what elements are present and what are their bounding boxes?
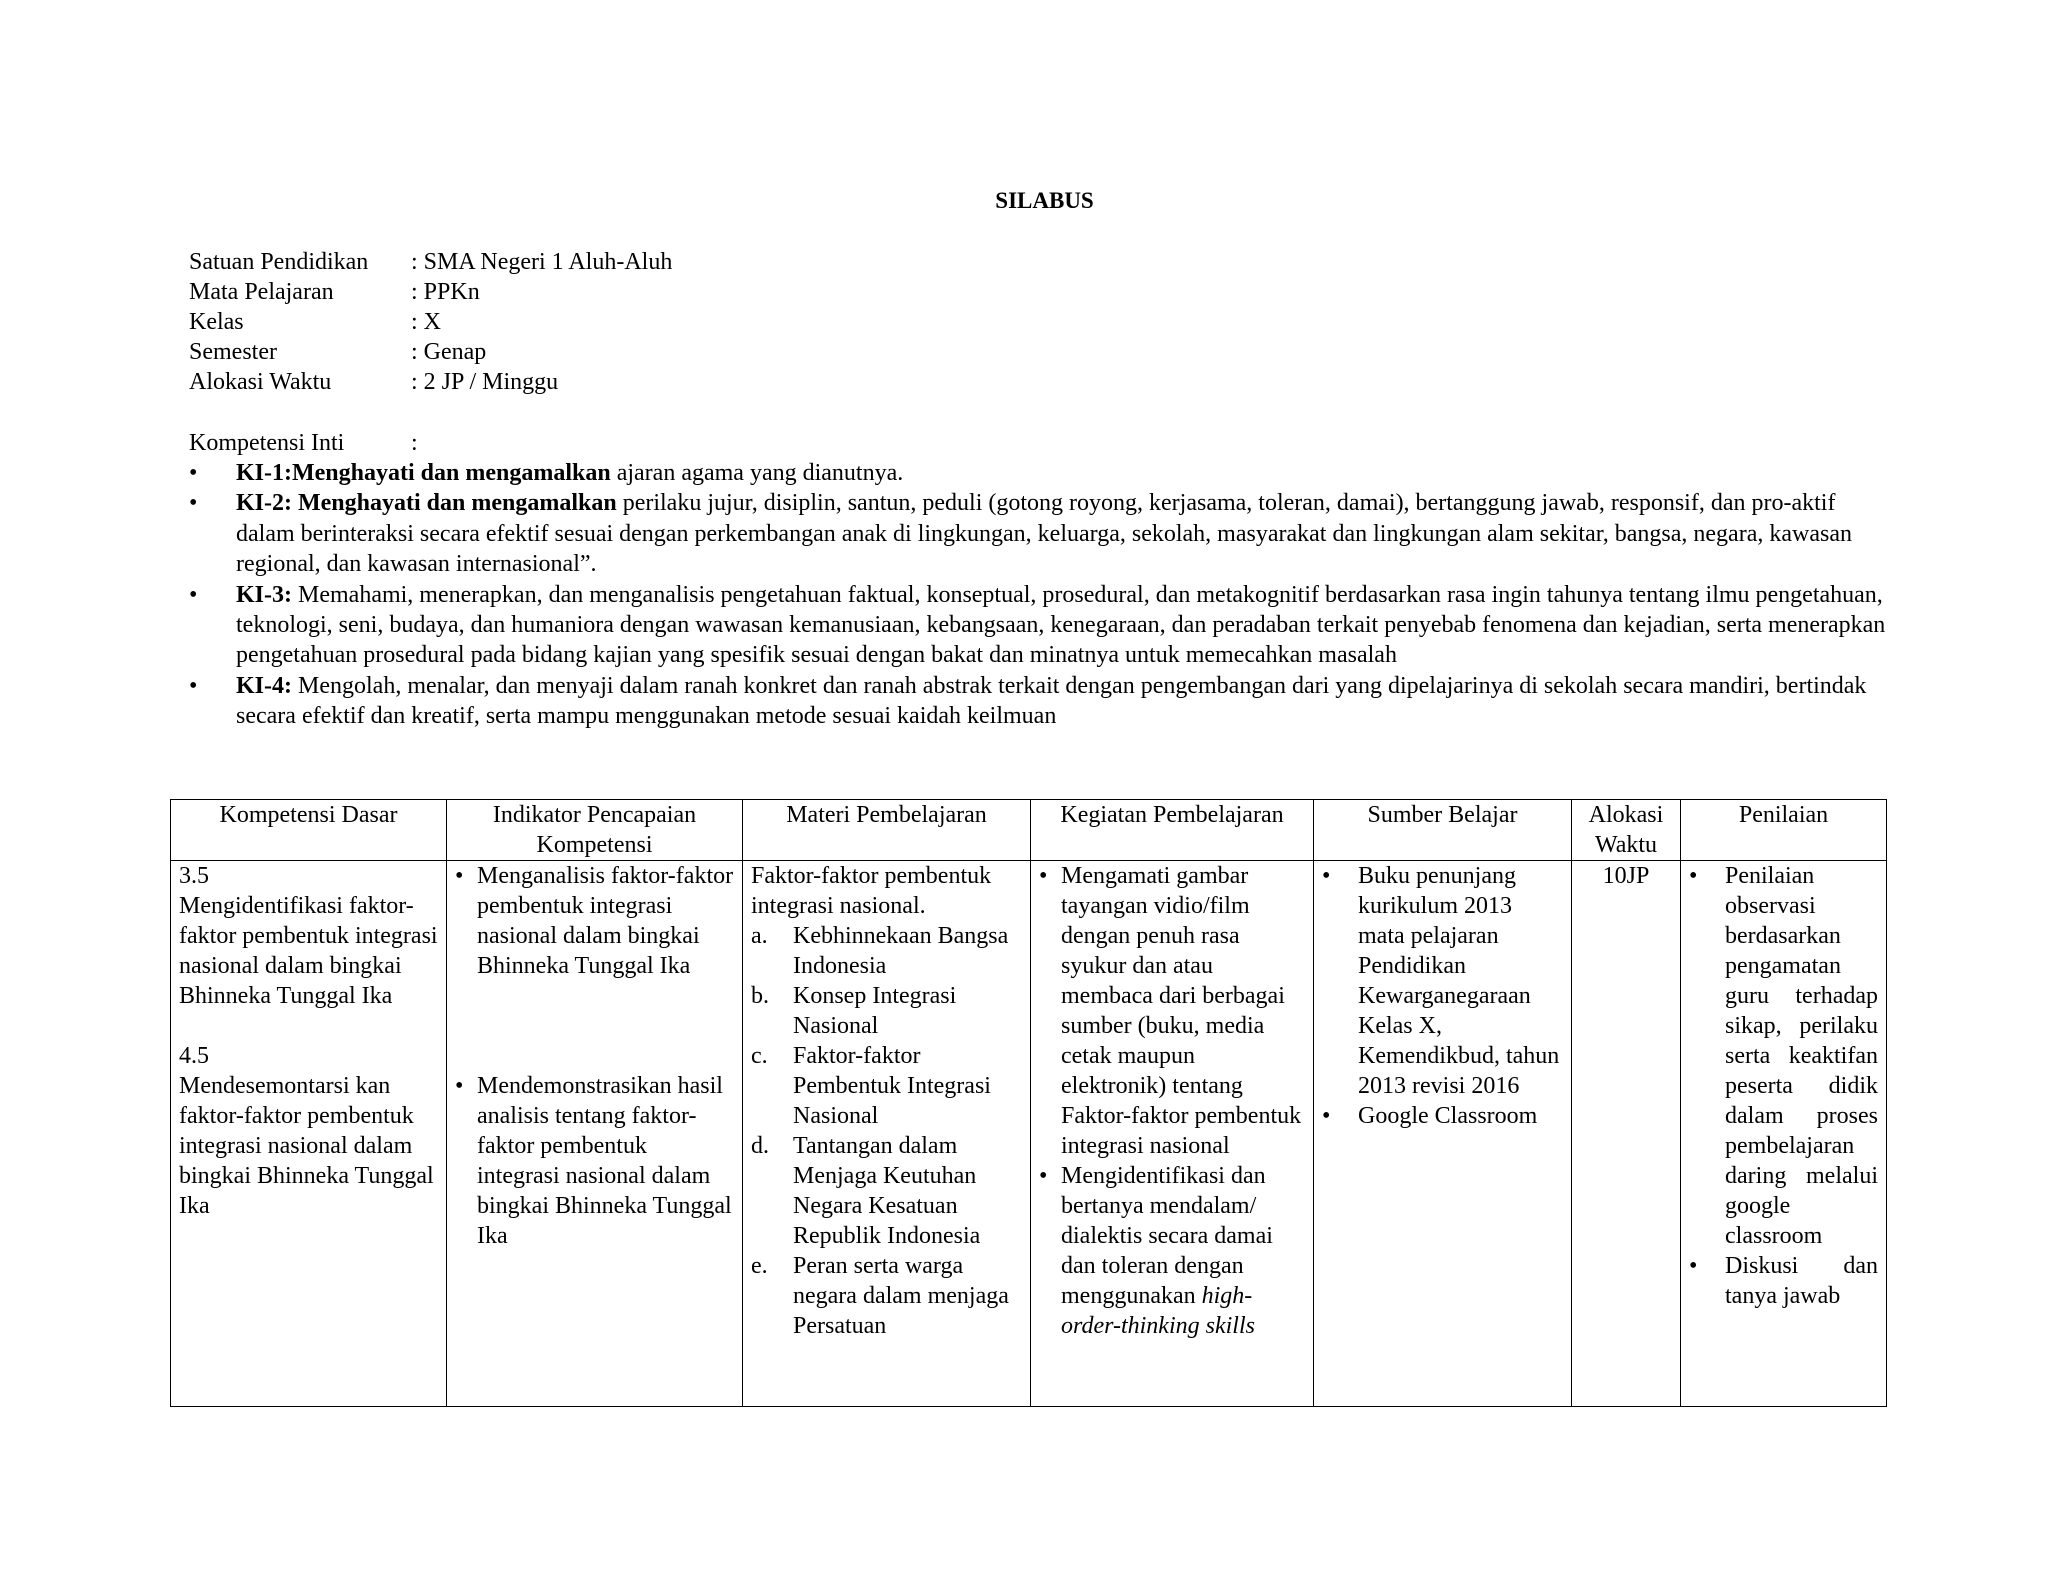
ki-lead: KI-3: bbox=[236, 581, 292, 608]
column-header-sumber: Sumber Belajar bbox=[1314, 800, 1572, 861]
bullet-icon: • bbox=[189, 581, 198, 608]
bullet-icon: • bbox=[1689, 1253, 1698, 1279]
ki-item bbox=[189, 488, 1889, 579]
info-row-kelas bbox=[189, 307, 672, 337]
kegiatan-list bbox=[1039, 861, 1305, 1341]
materi-intro: Faktor-faktor pembentuk integrasi nasional. bbox=[751, 863, 992, 919]
materi-list bbox=[751, 921, 1022, 1341]
penilaian-list bbox=[1689, 861, 1878, 1311]
ki-lead: KI-2: Menghayati dan mengamalkan bbox=[236, 490, 617, 517]
cell-sumber bbox=[1314, 861, 1572, 1407]
info-row-alokasi bbox=[189, 367, 672, 397]
penilaian-text: Diskusi dan tanya jawab bbox=[1725, 1253, 1878, 1309]
ki-text: Memahami, menerapkan, dan menganalisis pengetahuan faktual, konseptual, prosedural, dan metakognitif berdasarkan rasa ingin tahunya tentang ilmu pengetahuan, teknologi, seni, budaya, dan humaniora dengan wawasan kemanusiaan, kebangsaan, kenegaraan, dan peradaban terkait penyebab fenomena dan kejadian, serta menerapkan pengetahuan prosedural pada bidang kajian yang spesifik sesuai dengan bakat dan minatnya untuk memecahkan masalah bbox=[236, 581, 1886, 669]
kegiatan-text: Mengidentifikasi dan bertanya mendalam/ dialektis secara damai dan toleran dengan menggunakan bbox=[1061, 1163, 1273, 1309]
bullet-icon: • bbox=[455, 1073, 464, 1099]
kompetensi-inti-list bbox=[189, 458, 1889, 732]
list-item bbox=[455, 861, 734, 981]
kompetensi-inti-heading bbox=[189, 428, 418, 458]
column-header-kegiatan: Kegiatan Pembelajaran bbox=[1031, 800, 1314, 861]
bullet-icon: • bbox=[189, 490, 198, 517]
list-marker: a. bbox=[751, 923, 768, 949]
info-label: Alokasi Waktu bbox=[189, 369, 332, 395]
bullet-icon: • bbox=[1322, 863, 1331, 889]
info-value: : Genap bbox=[411, 339, 487, 365]
list-item bbox=[1689, 1251, 1878, 1311]
page-title: SILABUS bbox=[995, 188, 1094, 213]
sumber-text: Google Classroom bbox=[1358, 1103, 1538, 1129]
identity-block bbox=[189, 247, 672, 397]
bullet-icon: • bbox=[189, 460, 198, 486]
ki-text: Mengolah, menalar, dan menyaji dalam ranah konkret dan ranah abstrak terkait dengan pengembangan dari yang dipelajarinya di sekolah secara mandiri, bertindak secara efektif dan kreatif, serta mampu menggunakan metode sesuai kaidah keilmuan bbox=[236, 672, 1867, 730]
bullet-icon: • bbox=[1689, 863, 1698, 889]
materi-text: Kebhinnekaan Bangsa Indonesia bbox=[793, 923, 1009, 979]
list-item bbox=[751, 1251, 1022, 1341]
syllabus-table bbox=[170, 799, 1887, 1407]
materi-text: Faktor-faktor Pembentuk Integrasi Nasional bbox=[793, 1043, 991, 1129]
ki-text: perilaku jujur, disiplin, santun, peduli (gotong royong, kerjasama, toleran, damai), bertanggung jawab, responsif, dan pro-aktif dalam berinteraksi secara efektif sesuai dengan perkembangan anak di lingkungan, keluarga, sekolah, masyarakat dan lingkungan alam sekitar, bangsa, negara, kawasan regional, dan kawasan internasional”. bbox=[236, 490, 1852, 578]
bullet-icon: • bbox=[189, 672, 198, 699]
list-item bbox=[751, 921, 1022, 981]
info-value: : PPKn bbox=[411, 279, 480, 305]
cell-materi bbox=[743, 861, 1031, 1407]
ki-text: ajaran agama yang dianutnya. bbox=[610, 460, 904, 486]
ki-lead: KI-4: bbox=[236, 672, 292, 699]
bullet-icon: • bbox=[1039, 863, 1048, 889]
info-row-semester bbox=[189, 337, 672, 367]
list-marker: c. bbox=[751, 1043, 768, 1069]
sumber-list bbox=[1322, 861, 1563, 1131]
bullet-icon: • bbox=[1322, 1103, 1331, 1129]
list-item bbox=[751, 1131, 1022, 1251]
penilaian-text: Penilaian observasi berdasarkan pengamatan guru terhadap sikap, perilaku serta keaktifan peserta didik dalam proses pembelajaran daring melalui google classroom bbox=[1725, 863, 1878, 1249]
ki-item bbox=[189, 580, 1889, 671]
list-marker: e. bbox=[751, 1253, 768, 1279]
column-header-indikator: Indikator Pencapaian Kompetensi bbox=[447, 800, 743, 861]
list-item bbox=[1689, 861, 1878, 1251]
table-header-row bbox=[171, 800, 1887, 861]
ki-item bbox=[189, 671, 1889, 732]
column-header-materi: Materi Pembelajaran bbox=[743, 800, 1031, 861]
info-label: Kelas bbox=[189, 309, 244, 335]
kd-text: Mendesemontarsi kan faktor-faktor pembentuk integrasi nasional dalam bingkai Bhinneka Tunggal Ika bbox=[179, 1073, 434, 1219]
kegiatan-text: Mengamati gambar tayangan vidio/film dengan penuh rasa syukur dan atau membaca dari berbagai sumber (buku, media cetak maupun elektronik) tentang Faktor-faktor pembentuk integrasi nasional bbox=[1061, 863, 1302, 1159]
list-item bbox=[1322, 1101, 1563, 1131]
sumber-text: Buku penunjang kurikulum 2013 mata pelajaran Pendidikan Kewarganegaraan Kelas X, Kemendikbud, tahun 2013 revisi 2016 bbox=[1358, 863, 1560, 1099]
info-row-satuan bbox=[189, 247, 672, 277]
column-header-penilaian: Penilaian bbox=[1681, 800, 1887, 861]
list-item bbox=[751, 1041, 1022, 1131]
list-item bbox=[751, 981, 1022, 1041]
info-label: Mata Pelajaran bbox=[189, 279, 334, 305]
materi-text: Peran serta warga negara dalam menjaga Persatuan bbox=[793, 1253, 1009, 1339]
kompetensi-inti-label: Kompetensi Inti bbox=[189, 430, 345, 456]
cell-kegiatan bbox=[1031, 861, 1314, 1407]
bullet-icon: • bbox=[1039, 1163, 1048, 1189]
list-marker: d. bbox=[751, 1133, 769, 1159]
info-label: Satuan Pendidikan bbox=[189, 249, 369, 275]
list-marker: b. bbox=[751, 983, 769, 1009]
materi-text: Konsep Integrasi Nasional bbox=[793, 983, 957, 1039]
kompetensi-inti-colon: : bbox=[411, 430, 418, 456]
cell-kompetensi-dasar bbox=[171, 861, 447, 1407]
bullet-icon: • bbox=[455, 863, 464, 889]
indikator-text: Mendemonstrasikan hasil analisis tentang faktor-faktor pembentuk integrasi nasional dalam bingkai Bhinneka Tunggal Ika bbox=[477, 1073, 732, 1249]
materi-text: Tantangan dalam Menjaga Keutuhan Negara Kesatuan Republik Indonesia bbox=[793, 1133, 981, 1249]
info-value: : X bbox=[411, 309, 441, 335]
indikator-text: Menganalisis faktor-faktor pembentuk integrasi nasional dalam bingkai Bhinneka Tunggal Ika bbox=[477, 863, 734, 979]
info-row-mapel bbox=[189, 277, 672, 307]
kd-number: 4.5 bbox=[179, 1043, 209, 1069]
ki-lead: KI-1:Menghayati dan mengamalkan bbox=[236, 460, 611, 486]
list-item bbox=[1039, 1161, 1305, 1341]
info-value: : SMA Negeri 1 Aluh-Aluh bbox=[411, 249, 673, 275]
column-header-kompetensi-dasar: Kompetensi Dasar bbox=[171, 800, 447, 861]
ki-item bbox=[189, 458, 1889, 488]
kegiatan-italic-text: high-order-thinking skills bbox=[1061, 1283, 1255, 1339]
cell-alokasi bbox=[1572, 861, 1681, 1407]
list-item bbox=[1039, 861, 1305, 1161]
list-item bbox=[455, 1071, 734, 1251]
info-label: Semester bbox=[189, 339, 277, 365]
cell-penilaian bbox=[1681, 861, 1887, 1407]
cell-indikator bbox=[447, 861, 743, 1407]
alokasi-value: 10JP bbox=[1602, 863, 1650, 889]
list-item bbox=[1322, 861, 1563, 1101]
kd-number: 3.5 bbox=[179, 863, 209, 889]
column-header-alokasi: Alokasi Waktu bbox=[1572, 800, 1681, 861]
info-value: : 2 JP / Minggu bbox=[411, 369, 559, 395]
indikator-list bbox=[455, 861, 734, 1251]
table-row bbox=[171, 861, 1887, 1407]
kd-text: Mengidentifikasi faktor-faktor pembentuk integrasi nasional dalam bingkai Bhinneka Tunggal Ika bbox=[179, 893, 438, 1009]
